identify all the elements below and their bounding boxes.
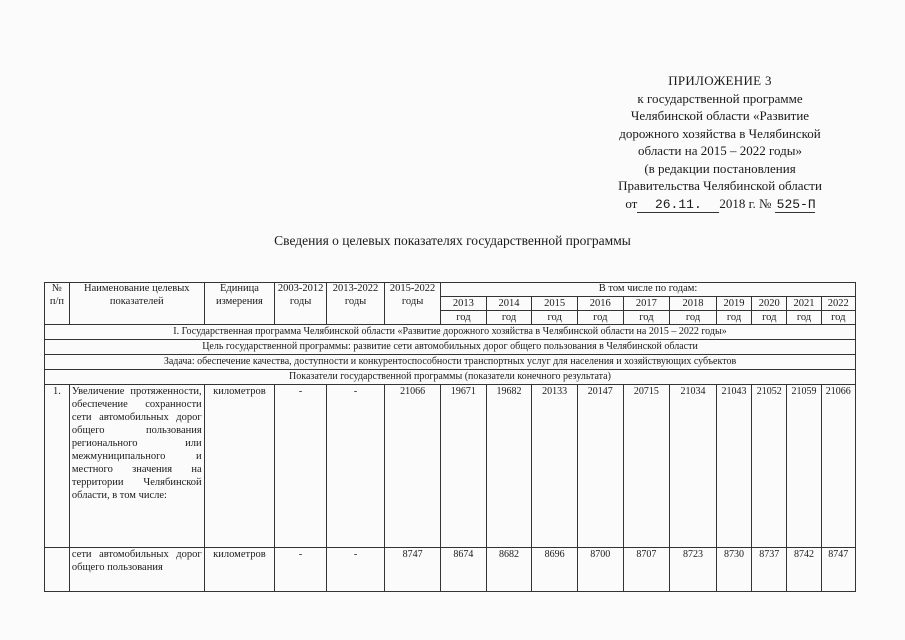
appendix-line: дорожного хозяйства в Челябинской <box>619 125 821 141</box>
section-indicators: Показатели государственной программы (показатели конечного результата) <box>45 369 856 384</box>
header-year: 2016 <box>577 296 623 310</box>
header-year-unit: год <box>577 310 623 324</box>
row-p3: 21066 <box>385 384 441 547</box>
from-prefix: от <box>625 195 638 211</box>
row-p1: - <box>275 384 327 547</box>
row-name: сети автомобильных дорог общего пользования <box>69 547 204 591</box>
header-year-unit: год <box>441 310 487 324</box>
row-unit: километров <box>204 384 275 547</box>
header-year-unit: год <box>716 310 751 324</box>
header-year: 2017 <box>623 296 670 310</box>
header-name: Наименование целевых показателей <box>69 283 204 325</box>
appendix-line: Правительства Челябинской области <box>618 178 822 193</box>
header-year-unit: год <box>821 310 855 324</box>
appendix-line: ПРИЛОЖЕНИЕ 3 <box>668 73 772 88</box>
header-year: 2019 <box>716 296 751 310</box>
header-year-unit: год <box>670 310 717 324</box>
header-period-2003-2012: 2003-2012 годы <box>275 283 327 325</box>
row-num <box>45 547 70 591</box>
appendix-line: (в редакции постановления <box>644 160 796 176</box>
date-fill: 26.11. <box>637 198 719 213</box>
header-year: 2013 <box>441 296 487 310</box>
indicators-table <box>44 282 856 592</box>
row-value: 8700 <box>577 547 623 591</box>
row-name: Увеличение протяженности, обеспечение сохранности сети автомобильных дорог общего пользования регионального или межмуниципального и местного значения на территории Челябинской области, в том числе: <box>69 384 204 547</box>
table-row <box>45 547 856 591</box>
row-value: 20133 <box>532 384 578 547</box>
row-value: 20147 <box>577 384 623 547</box>
appendix-line: области на 2015 – 2022 годы» <box>638 143 802 158</box>
row-p2: - <box>327 384 385 547</box>
header-year-unit: год <box>752 310 787 324</box>
section-task: Задача: обеспечение качества, доступности и конкурентоспособности транспортных услуг для населения и хозяйствующих субъектов <box>45 354 856 369</box>
header-year: 2018 <box>670 296 717 310</box>
section-program: I. Государственная программа Челябинской области «Развитие дорожного хозяйства в Челябинской области на 2015 – 2022 годы» <box>45 324 856 339</box>
header-year-unit: год <box>787 310 821 324</box>
row-value: 19682 <box>486 384 532 547</box>
row-value: 21034 <box>670 384 717 547</box>
appendix-header <box>560 72 880 213</box>
row-value: 21052 <box>752 384 787 547</box>
section-goal: Цель государственной программы: развитие сети автомобильных дорог общего пользования в Челябинской области <box>45 339 856 354</box>
header-year-unit: год <box>486 310 532 324</box>
row-value: 19671 <box>441 384 487 547</box>
row-value: 21066 <box>821 384 855 547</box>
header-year: 2021 <box>787 296 821 310</box>
row-value: 8742 <box>787 547 821 591</box>
header-period-2013-2022: 2013-2022 годы <box>327 283 385 325</box>
header-year-unit: год <box>623 310 670 324</box>
row-value: 8723 <box>670 547 717 591</box>
header-period-2015-2022: 2015-2022 годы <box>385 283 441 325</box>
header-year-unit: год <box>532 310 578 324</box>
appendix-line: Челябинской области «Развитие <box>630 108 810 123</box>
header-year: 2015 <box>532 296 578 310</box>
row-p1: - <box>275 547 327 591</box>
row-value: 21043 <box>716 384 751 547</box>
header-unit: Единица измерения <box>204 283 275 325</box>
resolution-line <box>560 195 880 213</box>
header-year: 2014 <box>486 296 532 310</box>
document-title: Сведения о целевых показателях государственной программы <box>274 233 631 248</box>
header-year: 2020 <box>752 296 787 310</box>
number-fill: 525-П <box>776 196 816 212</box>
header-year: 2022 <box>821 296 855 310</box>
header-years-group: В том числе по годам: <box>441 283 856 297</box>
header-num: № п/п <box>45 283 70 325</box>
year-text: 2018 г. № <box>719 195 772 211</box>
row-value: 8682 <box>486 547 532 591</box>
row-value: 8747 <box>821 547 855 591</box>
appendix-line: к государственной программе <box>637 90 803 106</box>
row-unit: километров <box>204 547 275 591</box>
row-value: 8730 <box>716 547 751 591</box>
row-value: 8707 <box>623 547 670 591</box>
row-value: 21059 <box>787 384 821 547</box>
row-value: 8674 <box>441 547 487 591</box>
row-value: 20715 <box>623 384 670 547</box>
row-num: 1. <box>45 384 70 547</box>
row-p2: - <box>327 547 385 591</box>
table-row <box>45 384 856 547</box>
row-value: 8737 <box>752 547 787 591</box>
row-value: 8696 <box>532 547 578 591</box>
row-p3: 8747 <box>385 547 441 591</box>
